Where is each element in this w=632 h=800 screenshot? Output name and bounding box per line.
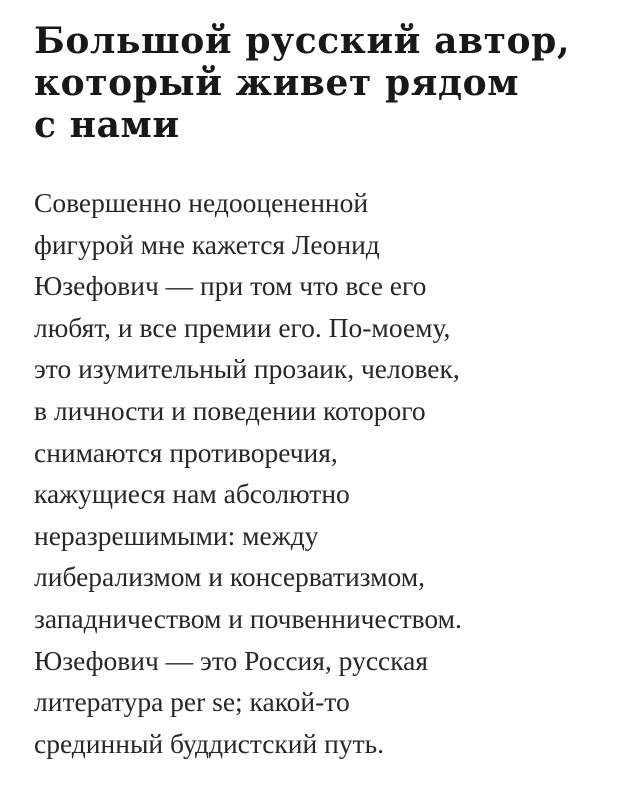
body-line: фигурой мне кажется Леонид — [34, 228, 380, 260]
body-line: Совершенно недооцененной — [34, 187, 369, 218]
body-line: Юзефович — при том что все его — [34, 270, 427, 302]
headline-line: который живет рядом — [34, 62, 520, 104]
body-line: срединный буддистский путь. — [34, 727, 385, 759]
headline-line: Большой русский автор, — [34, 20, 571, 62]
article — [34, 20, 614, 764]
body-line: либерализмом и консерватизмом, — [34, 561, 426, 593]
body-line: Юзефович — это Россия, русская — [34, 644, 429, 676]
body-line: кажущиеся нам абсолютно — [34, 478, 350, 510]
body-line: это изумительный прозаик, человек, — [34, 353, 460, 385]
body-line: любят, и все премии его. По-моему, — [34, 311, 451, 343]
body-line: снимаются противоречия, — [34, 436, 338, 468]
body-line: литература per se; какой-то — [34, 686, 350, 718]
article-headline — [34, 20, 614, 146]
body-line: неразрешимыми: между — [34, 519, 319, 551]
body-line: западничеством и почвенничеством. — [34, 602, 462, 634]
article-body — [34, 182, 614, 764]
body-line: в личности и поведении которого — [34, 394, 426, 426]
headline-line: с нами — [34, 104, 180, 146]
